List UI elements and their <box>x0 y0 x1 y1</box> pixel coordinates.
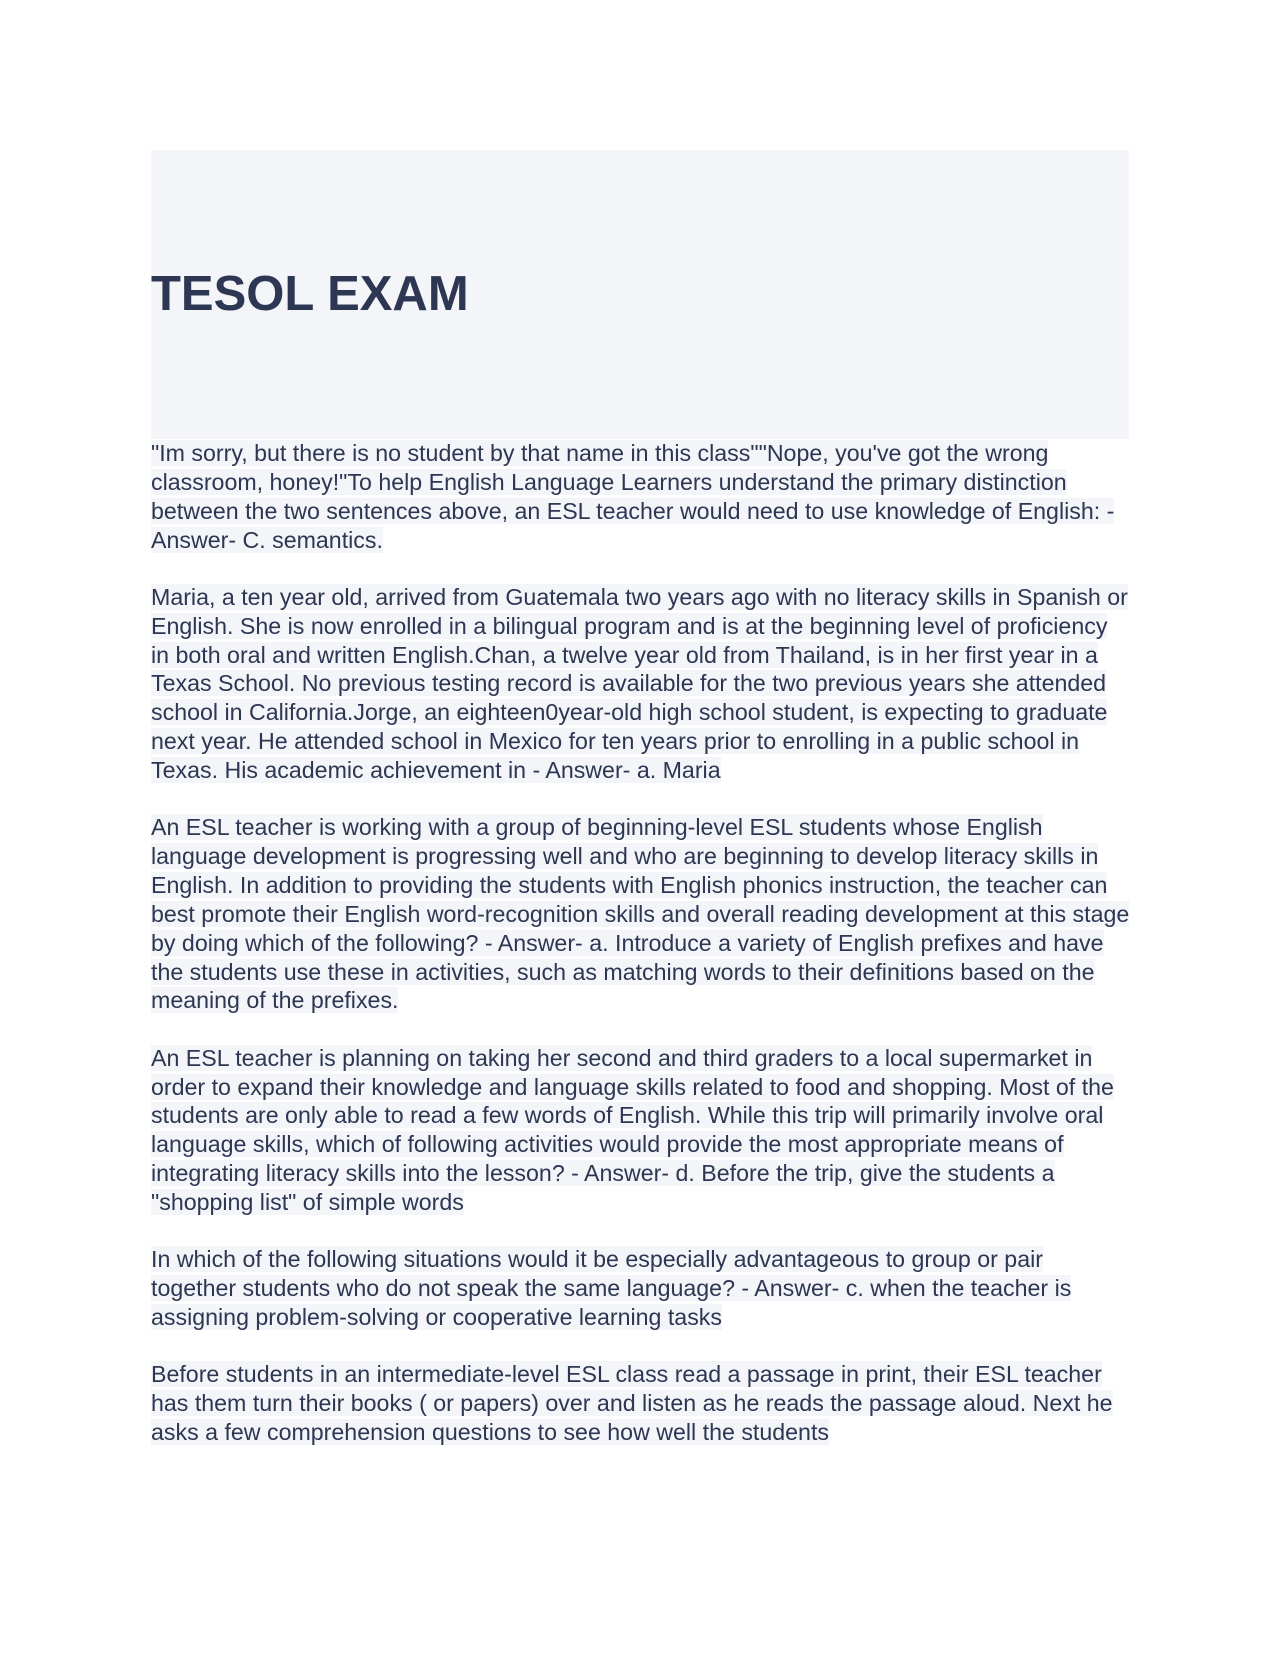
page-title: TESOL EXAM <box>151 267 469 321</box>
qa-paragraph-text: In which of the following situations would it be especially advantageous to group or pair together students who do not speak the same language? - Answer- c. when the teacher is assigning problem-solving or cooperative learning tasks <box>151 1246 1072 1330</box>
qa-paragraph <box>151 583 1131 785</box>
qa-paragraph <box>151 439 1131 554</box>
qa-paragraph-text: An ESL teacher is planning on taking her second and third graders to a local supermarket in order to expand their knowledge and language skills related to food and shopping. Most of the students are only able to read a few words of English. While this trip will primarily involve oral language skills, which of following activities would provide the most appropriate means of integrating literacy skills into the lesson? - Answer- d. Before the trip, give the students a "shopping list" of simple words <box>151 1044 1114 1215</box>
qa-paragraph <box>151 1245 1131 1332</box>
qa-paragraph-text: Maria, a ten year old, arrived from Guatemala two years ago with no literacy skills in Spanish or English. She is now enrolled in a bilingual program and is at the beginning level of proficiency in both oral and written English.Chan, a twelve year old from Thailand, is in her first year in a Texas School. No previous testing record is available for the two previous years she attended school in California.Jorge, an eighteen0year-old high school student, is expecting to graduate next year. He attended school in Mexico for ten years prior to enrolling in a public school in Texas. His academic achievement in - Answer- a. Maria <box>151 583 1128 783</box>
qa-paragraph <box>151 813 1131 1015</box>
qa-paragraph <box>151 1044 1131 1217</box>
qa-paragraph-text: Before students in an intermediate-level ESL class read a passage in print, their ESL teacher has them turn their books ( or papers) over and listen as he reads the passage aloud. Next he asks a few comprehension questions to see how well the students <box>151 1361 1113 1445</box>
qa-paragraph-text: An ESL teacher is working with a group of beginning-level ESL students whose English language development is progressing well and who are beginning to develop literacy skills in English. In addition to providing the students with English phonics instruction, the teacher can best promote their English word-recognition skills and overall reading development at this stage by doing which of the following? - Answer- a. Introduce a variety of English prefixes and have the students use these in activities, such as matching words to their definitions based on the meaning of the prefixes. <box>151 814 1130 1014</box>
question-answer-list <box>151 439 1131 1475</box>
qa-paragraph <box>151 1360 1131 1447</box>
qa-paragraph-text: "Im sorry, but there is no student by that name in this class""Nope, you've got the wrong classroom, honey!"To help English Language Learners understand the primary distinction between the two sentences above, an ESL teacher would need to use knowledge of English: - Answer- C. semantics. <box>151 440 1115 553</box>
